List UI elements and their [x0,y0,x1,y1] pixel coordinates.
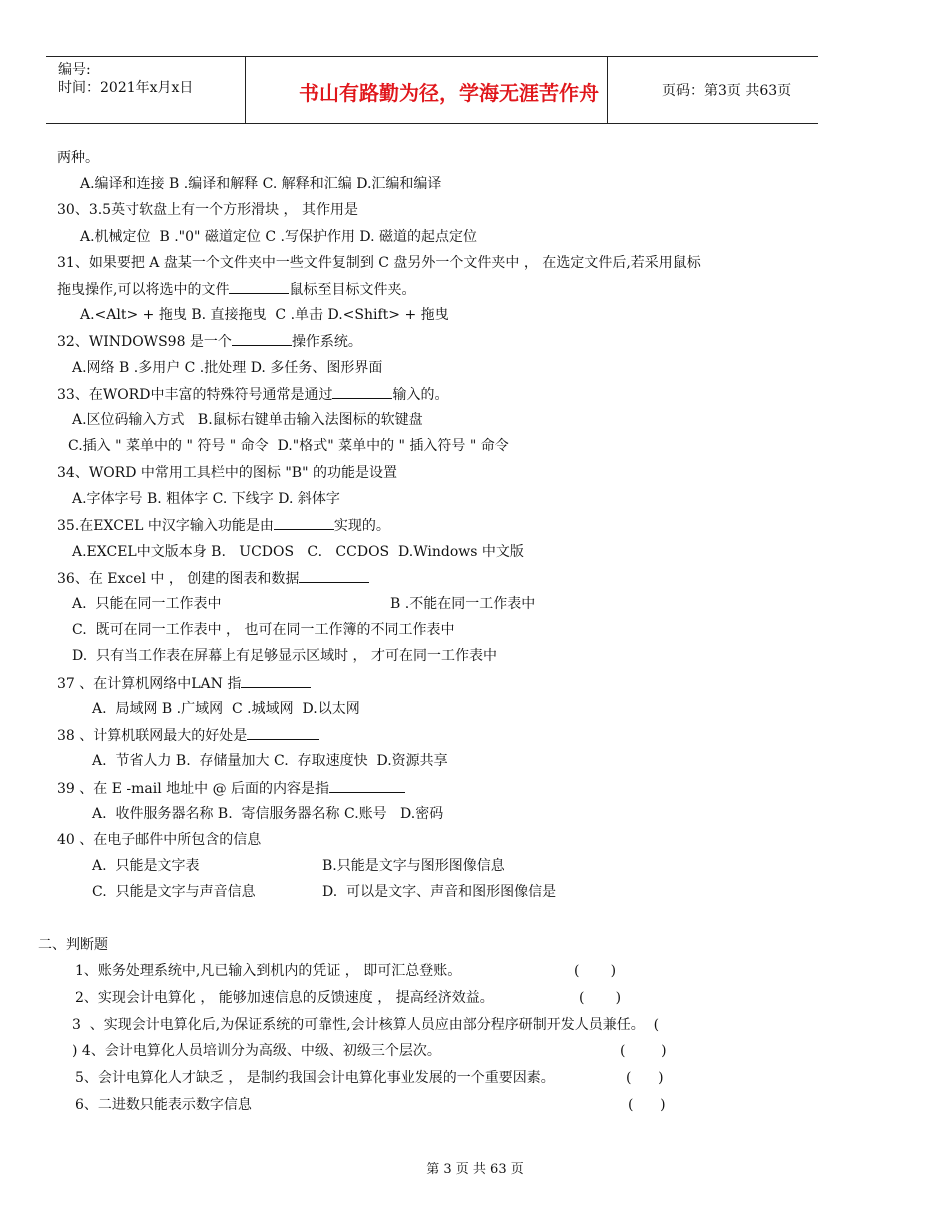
answer-options: A.区位码输入方式 B.鼠标右键单击输入法图标的软键盘 [72,412,423,428]
answer-blank [332,384,392,399]
true-false-item-5: 5、会计电算化人才缺乏 ， 是制约我国会计电算化事业发展的一个重要因素。 [75,1070,555,1086]
true-false-item-2: 2、实现会计电算化 ， 能够加速信息的反馈速度 ， 提高经济效益。 [75,990,494,1006]
question-34: 34、WORD 中常用工具栏中的图标 "B" 的功能是设置 [57,465,397,481]
answer-blank [232,331,292,346]
question-text: 38 、计算机联网最大的好处是 [57,728,248,744]
answer-option-a: A. 只能是文字表 [92,858,200,874]
answer-option-b: B.只能是文字与图形图像信息 [322,858,505,874]
answer-option-c: C. 既可在同一工作表中 ， 也可在同一工作簿的不同工作表中 [72,622,455,638]
question-text: 鼠标至目标文件夹。 [289,282,416,298]
section-heading: 二、判断题 [38,937,108,953]
question-text: 输入的。 [392,387,449,403]
question-31-continued [57,279,415,300]
header-meta [58,61,193,97]
question-30: 30、3.5英寸软盘上有一个方形滑块 ， 其作用是 [57,202,358,218]
page-footer: 第 3 页 共 63 页 [426,1162,524,1177]
question-36 [57,568,369,589]
question-text: 39 、在 E -mail 地址中 @ 后面的内容是指 [57,781,330,797]
answer-options: A.编译和连接 B .编译和解释 C. 解释和汇编 D.汇编和编译 [80,176,442,192]
header-motto: 书山有路勤为径，学海无涯苦作舟 [299,81,599,105]
answer-options: A. 节省人力 B. 存储量加大 C. 存取速度快 D.资源共享 [92,753,448,769]
question-text: 35.在EXCEL 中汉字输入功能是由 [57,518,274,534]
question-text: 33、在WORD中丰富的特殊符号通常是通过 [57,387,333,403]
question-38 [57,725,319,746]
answer-options: A.网络 B .多用户 C .批处理 D. 多任务、图形界面 [72,360,383,376]
answer-parentheses: ( ) [626,1070,664,1086]
answer-option-d: D. 只有当工作表在屏幕上有足够显示区域时 ， 才可在同一工作表中 [72,648,497,664]
header-divider [607,57,608,123]
true-false-item-4: ) 4、会计电算化人员培训分为高级、中级、初级三个层次。 [72,1043,441,1059]
answer-option-d: D. 可以是文字、声音和图形图像信是 [322,884,557,900]
answer-parentheses: ( ) [628,1097,666,1113]
document-number-label: 编号: [58,62,91,78]
question-text: 实现的。 [333,518,390,534]
answer-parentheses: ( ) [574,963,617,979]
answer-options: A.机械定位 B ."0" 磁道定位 C .写保护作用 D. 磁道的起点定位 [80,229,478,245]
question-text: 36、在 Excel 中 ， 创建的图表和数据 [57,571,300,587]
question-32 [57,331,362,352]
question-33 [57,384,448,405]
answer-blank [247,725,319,740]
answer-option-b: B .不能在同一工作表中 [390,596,536,612]
question-31: 31、如果要把 A 盘某一个文件夹中一些文件复制到 C 盘另外一个文件夹中 ， 在选定文件后,若采用鼠标 [57,255,701,271]
answer-options: A. 收件服务器名称 B. 寄信服务器名称 C.账号 D.密码 [92,806,444,822]
answer-options: A.字体字号 B. 粗体字 C. 下线字 D. 斜体字 [72,491,340,507]
answer-option-a: A. 只能在同一工作表中 [72,596,222,612]
answer-options: A.<Alt> + 拖曳 B. 直接拖曳 C .单击 D.<Shift> + 拖曳 [80,307,449,323]
answer-options: A.EXCEL中文版本身 B. UCDOS C. CCDOS D.Windows 中文版 [72,544,524,560]
answer-blank [299,568,369,583]
answer-blank [274,515,334,530]
answer-blank [229,279,289,294]
question-37 [57,673,311,694]
answer-options: A. 局域网 B .广域网 C .城域网 D.以太网 [92,701,360,717]
question-text: 37 、在计算机网络中LAN 指 [57,676,242,692]
answer-parentheses: ( ) [620,1043,667,1059]
true-false-item-6: 6、二进数只能表示数字信息 [75,1097,252,1113]
answer-options: C.插入 " 菜单中的 " 符号 " 命令 D."格式" 菜单中的 " 插入符号 " 命令 [68,438,509,454]
header-page-number: 页码：第3页 共63页 [662,83,792,99]
question-39 [57,778,405,799]
true-false-item-1: 1、账务处理系统中,凡已输入到机内的凭证 ， 即可汇总登账。 [75,963,462,979]
question-40: 40 、在电子邮件中所包含的信息 [57,832,262,848]
answer-parentheses: ( ) [579,990,622,1006]
document-time-label: 时间：2021年x月x日 [58,80,194,96]
answer-option-c: C. 只能是文字与声音信息 [92,884,256,900]
text-line: 两种。 [57,150,99,166]
answer-blank [329,778,405,793]
answer-blank [241,673,311,688]
page-header [46,56,818,124]
true-false-item-3: 3 、实现会计电算化后,为保证系统的可靠性,会计核算人员应由部分程序研制开发人员兼任。 ( [72,1017,660,1033]
question-text: 拖曳操作,可以将选中的文件 [57,282,230,298]
question-text: 32、WINDOWS98 是一个 [57,334,232,350]
question-35 [57,515,390,536]
question-text: 操作系统。 [291,334,362,350]
